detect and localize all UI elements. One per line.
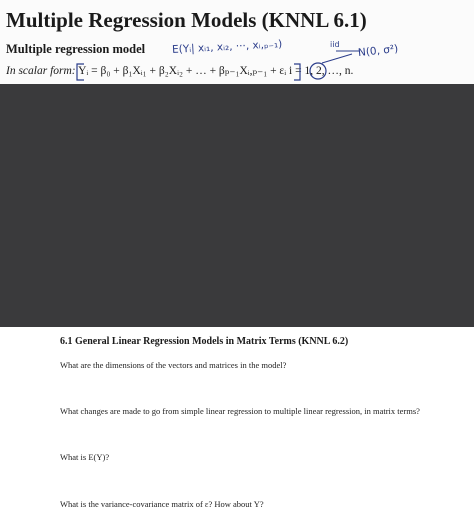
handwritten-error-dist: N(0, σ²) — [357, 42, 399, 60]
redacted-content-band — [0, 84, 474, 327]
error-circle-mark — [310, 63, 326, 79]
question-2: What changes are made to go from simple linear regression to multiple linear regression, in matrix terms? — [60, 406, 420, 416]
notes-section — [0, 327, 474, 528]
section-heading: 6.1 General Linear Regression Models in Matrix Terms (KNNL 6.2) — [60, 336, 349, 347]
bracket-open-mark — [77, 64, 84, 80]
scalar-formula: Yᵢ = β₀ + β₁Xᵢ₁ + β₂Xᵢ₂ + … + βₚ₋₁Xᵢ,ₚ₋₁ + εᵢ i = 1, 2, …, n. — [78, 65, 354, 77]
handwritten-iid: iid — [330, 40, 340, 49]
question-4: What is the variance-covariance matrix of ε? How about Y? — [60, 499, 264, 509]
question-3: What is E(Y)? — [60, 452, 110, 462]
page-title: Multiple Regression Models (KNNL 6.1) — [6, 8, 367, 32]
question-1: What are the dimensions of the vectors and matrices in the model? — [60, 360, 287, 370]
scalar-form-label: In scalar form: — [6, 65, 76, 77]
arrow-line-mark — [322, 54, 352, 63]
handwritten-expectation: E(Yᵢ| xᵢ₁, xᵢ₂, ···, xᵢ,ₚ₋₁) — [171, 38, 283, 56]
handwritten-markup — [0, 0, 474, 84]
bracket-close-mark — [294, 64, 300, 80]
model-subtitle: Multiple regression model — [6, 42, 146, 56]
